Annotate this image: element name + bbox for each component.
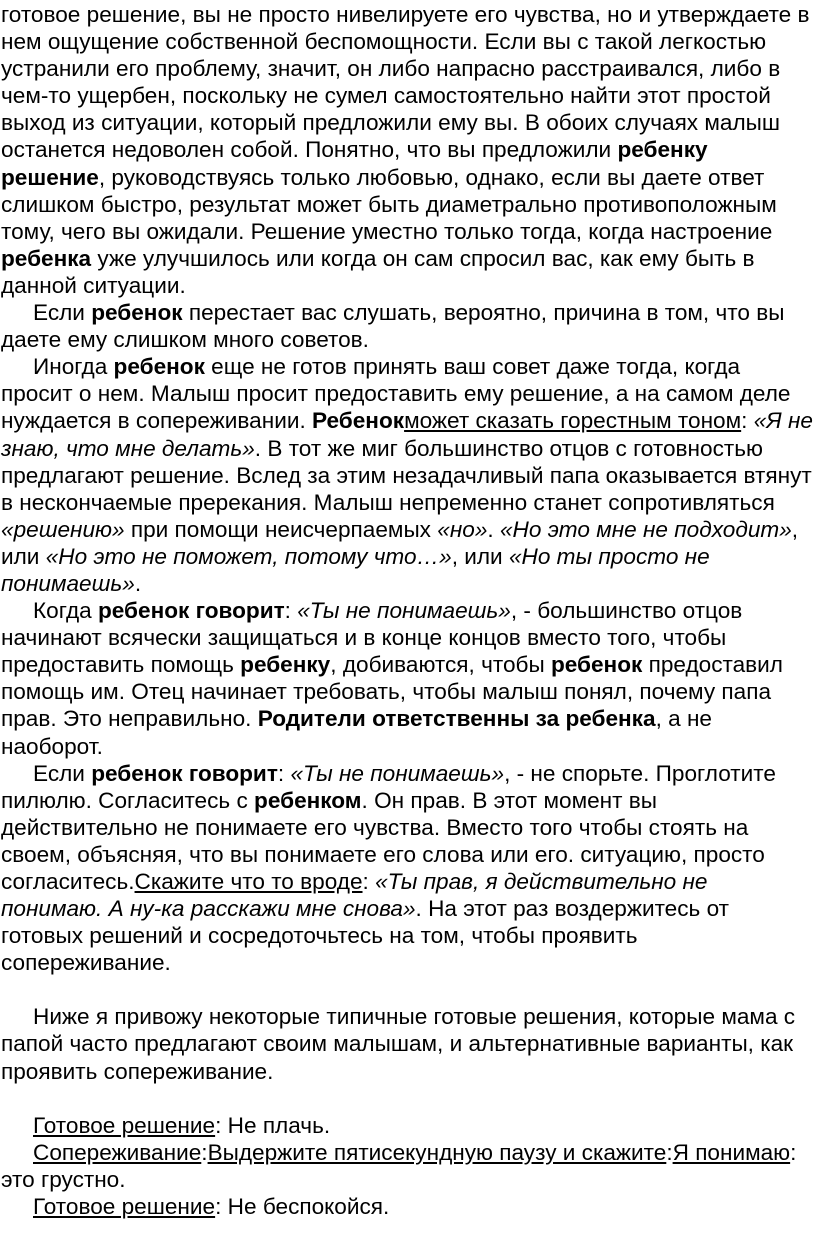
italic-quote: «Ты прав, я действительно не понимаю. А ну-ка расскажи мне снова» xyxy=(1,869,708,922)
italic-quote: «Ты не понимаешь» xyxy=(290,760,505,786)
bold-run: Ребенок xyxy=(312,408,405,434)
underlined-run: Выдержите пятисекундную паузу и скажите xyxy=(207,1139,667,1165)
bold-run: ребенок говорит xyxy=(97,598,285,624)
italic-quote: «решению» xyxy=(1,516,125,542)
text-run: . xyxy=(134,570,142,596)
paragraph-spacer xyxy=(1,1085,813,1112)
text-run: : это грустно. xyxy=(1,1139,797,1192)
text-run: Если xyxy=(33,760,92,786)
bold-run: ребенку решение xyxy=(1,137,708,190)
text-run: , - не спорьте. Проглотите пилюлю. Согласитесь с xyxy=(1,760,776,813)
bold-run: ребенок xyxy=(113,354,205,380)
bold-run: Родители ответственны за ребенка xyxy=(257,706,656,732)
paragraph-5 xyxy=(1,760,813,977)
text-run: : xyxy=(666,1139,673,1165)
italic-quote: «Но это не поможет, потому что…» xyxy=(45,543,452,569)
underlined-run: Я понимаю xyxy=(672,1139,791,1165)
paragraph-3 xyxy=(1,353,813,597)
italic-quote: «Ты не понимаешь» xyxy=(297,598,511,624)
bold-run: ребенку xyxy=(240,652,331,678)
bold-run: ребенком xyxy=(254,787,362,813)
underlined-run: Скажите что то вроде xyxy=(134,869,363,894)
text-run: Если xyxy=(33,300,92,326)
underlined-run: Сопереживание xyxy=(33,1139,202,1165)
bold-run: ребенка xyxy=(1,245,92,271)
example-line-3 xyxy=(1,1193,813,1220)
text-run: уже улучшилось или когда он сам спросил вас, как ему быть в данной ситуации. xyxy=(1,245,755,298)
text-run: , а не наоборот. xyxy=(1,706,713,759)
paragraph-2 xyxy=(1,299,813,353)
italic-quote: «но» xyxy=(437,516,488,542)
text-run: , руководствуясь только любовью, однако, если вы даете ответ слишком быстро, результат может быть диаметрально противоположным тому, чего вы ожидали. Решение уместно только тогда, когда настроение xyxy=(1,164,777,244)
bold-run: ребенок xyxy=(91,300,183,326)
italic-quote: «Но это мне не подходит» xyxy=(499,516,792,542)
italic-quote: «Я не знаю, что мне делать» xyxy=(1,408,813,461)
text-run: : xyxy=(741,408,754,434)
text-run: : Не беспокойся. xyxy=(215,1193,390,1219)
underlined-run: Готовое решение xyxy=(33,1112,216,1138)
text-run: , или xyxy=(451,543,509,569)
text-run: перестает вас слушать, вероятно, причина в том, что вы даете ему слишком много советов. xyxy=(1,300,785,353)
text-run: : xyxy=(277,760,291,786)
text-run: . Он прав. В этот момент вы действительно не понимаете его чувства. Вместо того чтобы стоять на своем, объясняя, что вы понимаете его слова или его. ситуацию, просто согласитесь. xyxy=(1,787,765,894)
text-run: , или xyxy=(1,516,799,569)
text-run: : xyxy=(201,1139,208,1165)
text-run: : xyxy=(362,869,376,894)
text-run: . В тот же миг большинство отцов с готовностью предлагают решение. Вслед за этим незадачливый папа оказывается втянут в нескончаемые пререкания. Малыш непременно станет сопротивляться xyxy=(1,435,812,515)
paragraph-6: Ниже я привожу некоторые типичные готовые решения, которые мама с папой часто предлагают своим малышам, и альтернативные варианты, как проявить сопереживание. xyxy=(1,1004,796,1084)
text-run: предоставил помощь им. Отец начинает требовать, чтобы малыш понял, почему папа прав. Это неправильно. xyxy=(1,652,783,732)
text-run: при помощи неисчерпаемых xyxy=(124,516,438,542)
text-run: : Не плачь. xyxy=(215,1112,331,1138)
text-run: еще не готов принять ваш совет даже тогда, когда просит о нем. Малыш просит предоставить ему решение, а на самом деле нуждается в сопереживании. xyxy=(1,354,791,434)
text-run: . На этот раз воздержитесь от готовых решений и сосредоточьтесь на том, чтобы проявить сопереживание. xyxy=(1,896,729,976)
underlined-run: может сказать горестным тоном xyxy=(404,408,742,434)
example-line-2 xyxy=(1,1139,813,1193)
text-run: : xyxy=(284,598,298,624)
text-run: , - большинство отцов начинают всячески защищаться и в конце концов вместо того, чтобы предоставить помощь xyxy=(1,598,743,678)
text-run: готовое решение, вы не просто нивелируете его чувства, но и утверждаете в нем ощущение собственной беспомощности. Если вы с такой легкостью устранили его проблему, значит, он либо напрасно расстраивался, либо в чем-то ущербен, поскольку не сумел самостоятельно найти этот простой выход из ситуации, который предложили ему вы. В обоих случаях малыш останется недоволен собой. Понятно, что вы предложили xyxy=(1,2,810,163)
text-run: . xyxy=(487,516,500,542)
paragraph-spacer xyxy=(1,976,813,1003)
bold-run: ребенок говорит xyxy=(91,760,278,786)
text-run: Когда xyxy=(33,598,98,624)
example-line-1 xyxy=(1,1112,813,1139)
paragraph-1 xyxy=(1,1,813,299)
text-run: Иногда xyxy=(33,354,114,380)
italic-quote: «Но ты просто не понимаешь» xyxy=(1,543,710,596)
underlined-run: Готовое решение xyxy=(33,1193,216,1219)
bold-run: ребенок xyxy=(550,652,643,678)
text-run: , добиваются, чтобы xyxy=(330,652,551,678)
paragraph-4 xyxy=(1,597,813,760)
